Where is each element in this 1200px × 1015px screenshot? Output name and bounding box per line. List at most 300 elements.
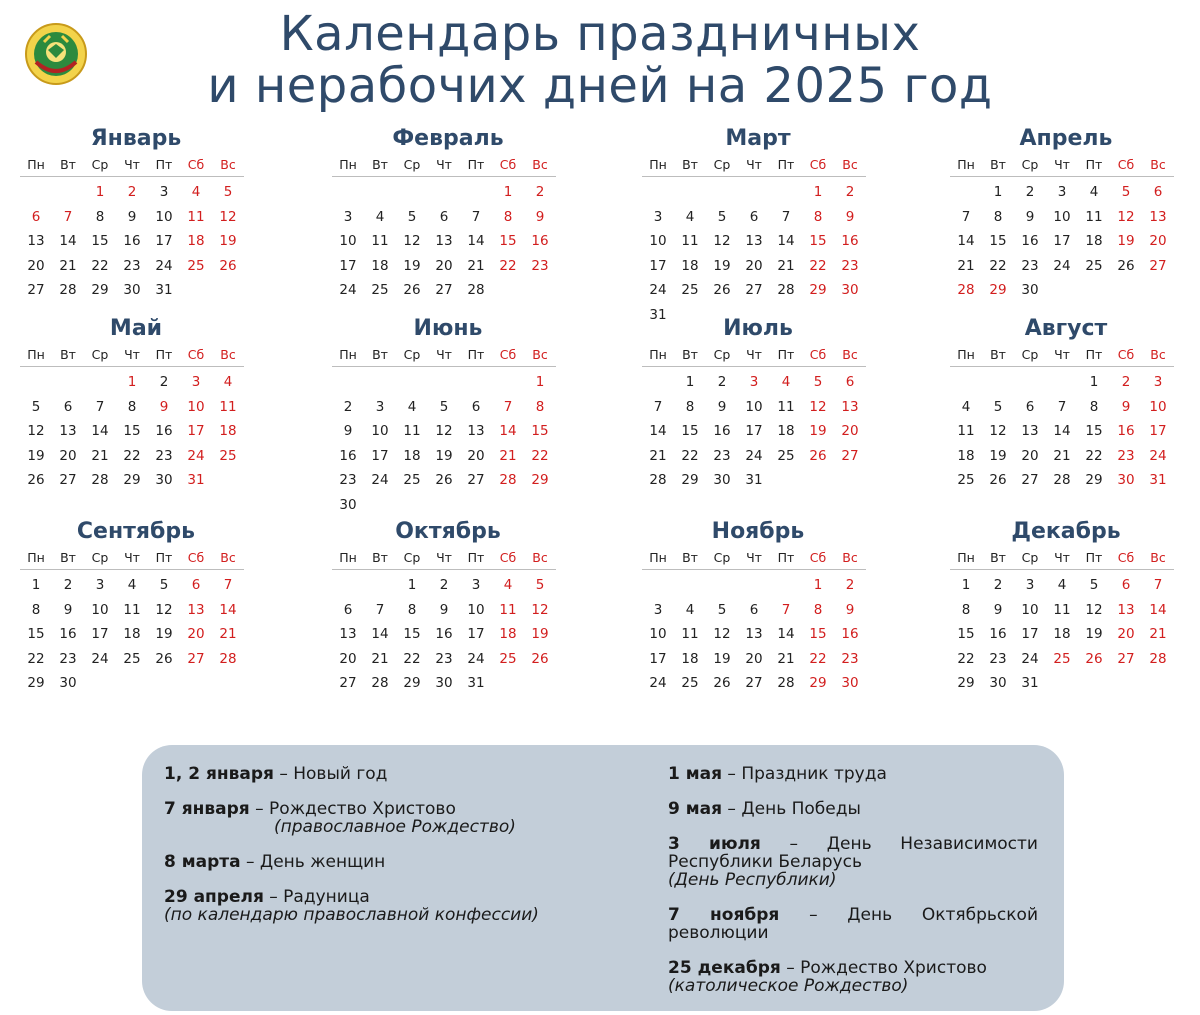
weekday-header: Сб	[180, 154, 212, 177]
day-cell: 5	[813, 374, 823, 390]
day-cell: 30	[989, 675, 1007, 691]
day-cell: 22	[681, 447, 699, 464]
weekday-header: Чт	[738, 344, 770, 367]
day-cell: 24	[745, 447, 763, 464]
weekday-header: Чт	[1046, 547, 1078, 570]
day-cell: 23	[841, 257, 859, 274]
holiday-date: 29 апреля	[164, 887, 264, 907]
empty-day	[642, 367, 674, 395]
day-cell: 5	[535, 577, 545, 593]
day-cell: 22	[403, 650, 421, 667]
weekday-header: Пн	[20, 344, 52, 367]
month-10	[332, 517, 564, 696]
holiday-name: – Новый год	[273, 764, 388, 784]
day-cell: 2	[159, 374, 169, 390]
day-cell: 17	[155, 233, 173, 249]
day-cell: 28	[957, 282, 975, 298]
empty-day	[674, 570, 706, 598]
day-cell: 15	[681, 423, 699, 439]
day-cell: 20	[1021, 447, 1039, 464]
day-cell: 9	[845, 601, 855, 618]
day-cell: 15	[403, 626, 421, 642]
day-cell: 26	[1085, 650, 1103, 667]
day-cell: 3	[375, 398, 385, 415]
day-cell: 22	[27, 650, 45, 667]
day-cell: 29	[957, 675, 975, 691]
day-cell: 28	[59, 282, 77, 298]
empty-day	[950, 177, 982, 205]
day-cell: 30	[155, 472, 173, 488]
day-cell: 13	[435, 233, 453, 249]
day-cell: 19	[435, 447, 453, 464]
weekday-header: Пт	[460, 344, 492, 367]
day-cell: 10	[1149, 398, 1167, 415]
day-cell: 18	[219, 423, 237, 439]
day-cell: 12	[531, 601, 549, 618]
month-9	[20, 517, 252, 696]
empty-day	[706, 570, 738, 598]
day-cell: 19	[219, 233, 237, 249]
holiday-date: 1 мая	[668, 764, 723, 784]
weekday-header: Вт	[52, 154, 84, 177]
weekday-header: Пт	[460, 547, 492, 570]
day-cell: 16	[841, 626, 859, 642]
day-cell: 28	[777, 675, 795, 691]
day-cell: 18	[1085, 233, 1103, 249]
day-cell: 17	[187, 423, 205, 439]
holiday-name: – День Победы	[722, 799, 861, 819]
day-cell: 27	[1117, 650, 1135, 667]
month-days-grid	[20, 344, 252, 493]
weekday-header: Вс	[834, 344, 866, 367]
day-cell: 25	[371, 282, 389, 298]
day-cell: 29	[809, 675, 827, 691]
empty-day	[332, 367, 364, 395]
day-cell: 2	[717, 374, 727, 390]
day-cell: 8	[993, 208, 1003, 225]
day-cell: 5	[439, 398, 449, 415]
day-cell: 3	[159, 184, 169, 200]
weekday-header: Пт	[1078, 154, 1110, 177]
holiday-note: (католическое Рождество)	[668, 976, 909, 996]
day-cell: 18	[123, 626, 141, 642]
weekday-header: Сб	[802, 344, 834, 367]
months-grid	[20, 124, 1190, 714]
month-days-grid	[332, 154, 564, 303]
weekday-header: Сб	[492, 547, 524, 570]
day-cell: 30	[435, 675, 453, 691]
holiday-name: – День Октябрьской революции	[668, 905, 1038, 943]
empty-day	[460, 367, 492, 395]
day-cell: 11	[777, 398, 795, 415]
day-cell: 13	[745, 626, 763, 642]
month-name: Февраль	[392, 126, 504, 151]
day-cell: 19	[809, 423, 827, 439]
day-cell: 5	[407, 208, 417, 225]
month-days-grid	[950, 154, 1182, 303]
day-cell: 9	[159, 398, 169, 415]
day-cell: 12	[809, 398, 827, 415]
day-cell: 19	[1085, 626, 1103, 642]
day-cell: 12	[219, 208, 237, 225]
day-cell: 27	[27, 282, 45, 298]
day-cell: 15	[531, 423, 549, 439]
month-name: Март	[725, 126, 791, 151]
month-name: Октябрь	[395, 519, 501, 544]
day-cell: 28	[649, 472, 667, 488]
weekday-header: Пн	[950, 547, 982, 570]
day-cell: 20	[59, 447, 77, 464]
day-cell: 14	[649, 423, 667, 439]
day-cell: 10	[1053, 208, 1071, 225]
holiday-item	[164, 853, 624, 871]
month-name: Декабрь	[1011, 519, 1121, 544]
day-cell: 24	[187, 447, 205, 464]
weekday-header: Сб	[180, 547, 212, 570]
day-cell: 2	[535, 184, 545, 200]
weekday-header: Сб	[802, 154, 834, 177]
month-8	[950, 314, 1182, 493]
day-cell: 11	[371, 233, 389, 249]
day-cell: 9	[343, 423, 353, 439]
weekday-header: Пт	[1078, 344, 1110, 367]
day-cell: 22	[809, 650, 827, 667]
month-12	[950, 517, 1182, 696]
day-cell: 29	[27, 675, 45, 691]
day-cell: 13	[1149, 208, 1167, 225]
weekday-header: Ср	[706, 547, 738, 570]
holiday-item	[668, 959, 1038, 995]
day-cell: 2	[1025, 184, 1035, 200]
day-cell: 31	[1021, 675, 1039, 691]
day-cell: 9	[845, 208, 855, 225]
day-cell: 20	[745, 650, 763, 667]
day-cell: 21	[91, 447, 109, 464]
day-cell: 3	[191, 374, 201, 390]
weekday-header: Пн	[950, 344, 982, 367]
day-cell: 6	[1153, 184, 1163, 200]
weekday-header: Ср	[396, 547, 428, 570]
day-cell: 9	[993, 601, 1003, 618]
day-cell: 25	[681, 675, 699, 691]
day-cell: 29	[91, 282, 109, 298]
month-days-grid	[950, 344, 1182, 493]
weekday-header: Пн	[332, 547, 364, 570]
day-cell: 4	[375, 208, 385, 225]
day-cell: 28	[777, 282, 795, 298]
weekday-header: Вс	[524, 344, 556, 367]
day-cell: 11	[219, 398, 237, 415]
day-cell: 19	[713, 650, 731, 667]
empty-day	[52, 177, 84, 205]
weekday-header: Ср	[1014, 344, 1046, 367]
day-cell: 22	[499, 257, 517, 274]
day-cell: 7	[961, 208, 971, 225]
day-cell: 21	[1053, 447, 1071, 464]
day-cell: 11	[499, 601, 517, 618]
day-cell: 21	[957, 257, 975, 274]
day-cell: 4	[127, 577, 137, 593]
day-cell: 5	[31, 398, 41, 415]
day-cell: 4	[685, 601, 695, 618]
day-cell: 20	[27, 257, 45, 274]
month-days-grid	[642, 547, 874, 696]
day-cell: 20	[1117, 626, 1135, 642]
day-cell: 10	[155, 208, 173, 225]
weekday-header: Вс	[1142, 344, 1174, 367]
day-cell: 18	[187, 233, 205, 249]
day-cell: 5	[223, 184, 233, 200]
day-cell: 14	[467, 233, 485, 249]
holiday-note: (по календарю православной конфессии)	[164, 905, 539, 925]
day-cell: 3	[749, 374, 759, 390]
day-cell: 3	[471, 577, 481, 593]
day-cell: 6	[439, 208, 449, 225]
day-cell: 29	[989, 282, 1007, 298]
weekday-header: Пн	[642, 344, 674, 367]
day-cell: 25	[1053, 650, 1071, 667]
empty-day	[706, 177, 738, 205]
day-cell: 8	[503, 208, 513, 225]
weekday-header: Сб	[802, 547, 834, 570]
day-cell: 9	[439, 601, 449, 618]
day-cell: 25	[123, 650, 141, 667]
empty-day	[492, 367, 524, 395]
empty-day	[332, 570, 364, 598]
weekday-header: Вт	[364, 154, 396, 177]
day-cell: 11	[957, 423, 975, 439]
day-cell: 26	[989, 472, 1007, 488]
empty-day	[982, 367, 1014, 395]
day-cell: 30	[1117, 472, 1135, 488]
day-cell: 12	[27, 423, 45, 439]
day-cell: 13	[745, 233, 763, 249]
weekday-header: Пн	[332, 154, 364, 177]
day-cell: 4	[685, 208, 695, 225]
holidays-right-column	[668, 765, 1038, 1012]
page-title	[0, 8, 1200, 112]
month-name: Ноябрь	[711, 519, 805, 544]
empty-day	[1046, 367, 1078, 395]
weekday-header: Вс	[834, 547, 866, 570]
weekday-header: Ср	[396, 344, 428, 367]
weekday-header: Чт	[428, 154, 460, 177]
day-cell: 7	[375, 601, 385, 618]
holidays-left-column	[164, 765, 624, 941]
day-cell: 2	[845, 577, 855, 593]
day-cell: 29	[531, 472, 549, 488]
day-cell: 10	[649, 626, 667, 642]
day-cell: 29	[681, 472, 699, 488]
empty-day	[674, 177, 706, 205]
weekday-header: Пн	[642, 154, 674, 177]
day-cell: 15	[91, 233, 109, 249]
empty-day	[396, 177, 428, 205]
day-cell: 22	[123, 447, 141, 464]
weekday-header: Чт	[428, 344, 460, 367]
holiday-item	[164, 800, 624, 836]
day-cell: 24	[1149, 447, 1167, 464]
day-cell: 27	[467, 472, 485, 488]
day-cell: 13	[187, 601, 205, 618]
day-cell: 6	[191, 577, 201, 593]
holiday-note: (православное Рождество)	[274, 817, 516, 837]
empty-day	[738, 570, 770, 598]
title-line-2: и нерабочих дней на 2025 год	[207, 58, 993, 114]
day-cell: 22	[1085, 447, 1103, 464]
day-cell: 10	[187, 398, 205, 415]
day-cell: 8	[1089, 398, 1099, 415]
day-cell: 1	[813, 184, 823, 200]
holiday-date: 3 июля	[668, 834, 761, 854]
holiday-item	[164, 888, 624, 924]
holiday-date: 25 декабря	[668, 958, 781, 978]
day-cell: 7	[63, 208, 73, 225]
day-cell: 30	[123, 282, 141, 298]
day-cell: 8	[127, 398, 137, 415]
weekday-header: Вт	[52, 547, 84, 570]
empty-day	[364, 367, 396, 395]
day-cell: 13	[1117, 601, 1135, 618]
weekday-header: Вс	[1142, 547, 1174, 570]
day-cell: 25	[187, 257, 205, 274]
day-cell: 17	[467, 626, 485, 642]
day-cell: 1	[685, 374, 695, 390]
holiday-item	[668, 906, 1038, 942]
day-cell: 13	[467, 423, 485, 439]
day-cell: 28	[219, 650, 237, 667]
weekday-header: Ср	[84, 344, 116, 367]
day-cell: 4	[961, 398, 971, 415]
day-cell: 14	[777, 233, 795, 249]
day-cell: 11	[681, 626, 699, 642]
day-cell: 26	[27, 472, 45, 488]
day-cell: 7	[223, 577, 233, 593]
weekday-header: Сб	[492, 344, 524, 367]
day-cell: 6	[63, 398, 73, 415]
holiday-item	[164, 765, 624, 783]
day-cell: 21	[1149, 626, 1167, 642]
day-cell: 30	[1021, 282, 1039, 298]
holiday-item	[668, 835, 1038, 889]
day-cell: 19	[155, 626, 173, 642]
day-cell: 26	[713, 675, 731, 691]
empty-day	[428, 367, 460, 395]
day-cell: 24	[1021, 650, 1039, 667]
day-cell: 22	[957, 650, 975, 667]
day-cell: 3	[653, 601, 663, 618]
day-cell: 12	[713, 233, 731, 249]
day-cell: 18	[371, 257, 389, 274]
day-cell: 2	[439, 577, 449, 593]
day-cell: 30	[713, 472, 731, 488]
day-cell: 5	[1089, 577, 1099, 593]
holidays-panel	[142, 745, 1064, 1011]
day-cell: 15	[957, 626, 975, 642]
day-cell: 6	[31, 208, 41, 225]
day-cell: 26	[713, 282, 731, 298]
day-cell: 23	[155, 447, 173, 464]
day-cell: 4	[191, 184, 201, 200]
day-cell: 21	[649, 447, 667, 464]
weekday-header: Вс	[212, 154, 244, 177]
day-cell: 15	[989, 233, 1007, 249]
weekday-header: Сб	[180, 344, 212, 367]
weekday-header: Пт	[148, 547, 180, 570]
day-cell: 12	[1085, 601, 1103, 618]
month-1	[20, 124, 252, 303]
day-cell: 18	[1053, 626, 1071, 642]
month-days-grid	[20, 154, 252, 303]
day-cell: 18	[403, 447, 421, 464]
day-cell: 4	[503, 577, 513, 593]
day-cell: 8	[813, 208, 823, 225]
day-cell: 1	[503, 184, 513, 200]
day-cell: 31	[1149, 472, 1167, 488]
day-cell: 16	[1117, 423, 1135, 439]
weekday-header: Пт	[148, 154, 180, 177]
day-cell: 4	[223, 374, 233, 390]
weekday-header: Пт	[770, 344, 802, 367]
day-cell: 24	[339, 282, 357, 298]
day-cell: 15	[499, 233, 517, 249]
day-cell: 20	[745, 257, 763, 274]
day-cell: 23	[1021, 257, 1039, 274]
day-cell: 9	[1121, 398, 1131, 415]
day-cell: 22	[989, 257, 1007, 274]
day-cell: 31	[467, 675, 485, 691]
day-cell: 16	[435, 626, 453, 642]
empty-day	[364, 177, 396, 205]
day-cell: 2	[1121, 374, 1131, 390]
day-cell: 17	[649, 650, 667, 667]
day-cell: 28	[1053, 472, 1071, 488]
day-cell: 8	[813, 601, 823, 618]
weekday-header: Вс	[524, 547, 556, 570]
weekday-header: Чт	[428, 547, 460, 570]
day-cell: 1	[1089, 374, 1099, 390]
day-cell: 5	[1121, 184, 1131, 200]
day-cell: 23	[435, 650, 453, 667]
day-cell: 6	[343, 601, 353, 618]
day-cell: 14	[219, 601, 237, 618]
weekday-header: Ср	[1014, 547, 1046, 570]
month-days-grid	[332, 344, 564, 517]
day-cell: 15	[1085, 423, 1103, 439]
day-cell: 23	[123, 257, 141, 274]
day-cell: 14	[371, 626, 389, 642]
day-cell: 25	[777, 447, 795, 464]
day-cell: 12	[713, 626, 731, 642]
day-cell: 18	[777, 423, 795, 439]
day-cell: 14	[957, 233, 975, 249]
day-cell: 18	[681, 650, 699, 667]
day-cell: 27	[1021, 472, 1039, 488]
day-cell: 12	[435, 423, 453, 439]
weekday-header: Сб	[1110, 547, 1142, 570]
empty-day	[738, 177, 770, 205]
day-cell: 20	[435, 257, 453, 274]
day-cell: 19	[713, 257, 731, 274]
day-cell: 6	[749, 601, 759, 618]
day-cell: 19	[403, 257, 421, 274]
empty-day	[396, 367, 428, 395]
day-cell: 28	[467, 282, 485, 298]
day-cell: 21	[467, 257, 485, 274]
day-cell: 1	[961, 577, 971, 593]
day-cell: 16	[989, 626, 1007, 642]
day-cell: 7	[503, 398, 513, 415]
